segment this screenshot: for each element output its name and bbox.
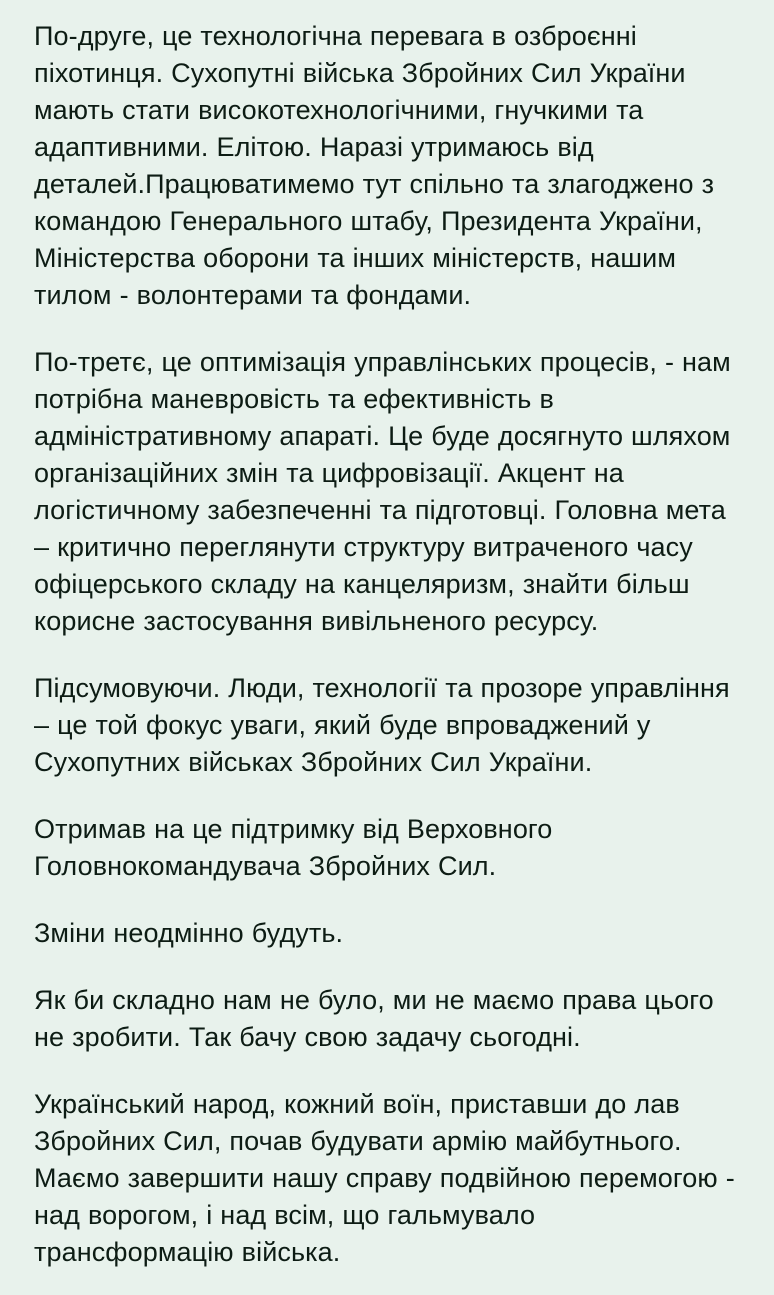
paragraph: Отримав на це підтримку від Верховного Головнокомандувача Збройних Сил. — [34, 814, 561, 881]
paragraph: Підсумовуючи. Люди, технології та прозоре управління – це той фокус уваги, який буде впроваджений у Сухопутних військах Збройних Сил України. — [34, 673, 738, 777]
paragraph: По-друге, це технологічна перевага в озброєнні піхотинця. Сухопутні війська Збройних Сил України мають стати високотехнологічними, гнучкими та адаптивними. Елітою. Наразі утримаюсь від деталей.Працюватимемо тут спільно та злагоджено з командою Генерального штабу, Президента України, Міністерства оборони та інших міністерств, нашим тилом - волонтерами та фондами. — [34, 21, 723, 310]
paragraph: Зміни неодмінно будуть. — [34, 918, 344, 948]
paragraph: По-третє, це оптимізація управлінських процесів, - нам потрібна маневровість та ефективність в адміністративному апараті. Це буде досягнуто шляхом організаційних змін та цифровізації. Акцент на логістичному забезпеченні та підготовці. Головна мета – критично переглянути структуру витраченого часу офіцерського складу на канцеляризм, знайти більш корисне застосування вивільненого ресурсу. — [34, 347, 739, 636]
paragraph: Як би складно нам не було, ми не маємо права цього не зробити. Так бачу свою задачу сьогодні. — [34, 985, 722, 1052]
paragraph: Український народ, кожний воїн, приставши до лав Збройних Сил, почав будувати армію майбутнього. Маємо завершити нашу справу подвійною перемогою - над ворогом, і над всім, що гальмувало трансформацію війська. — [34, 1089, 743, 1267]
